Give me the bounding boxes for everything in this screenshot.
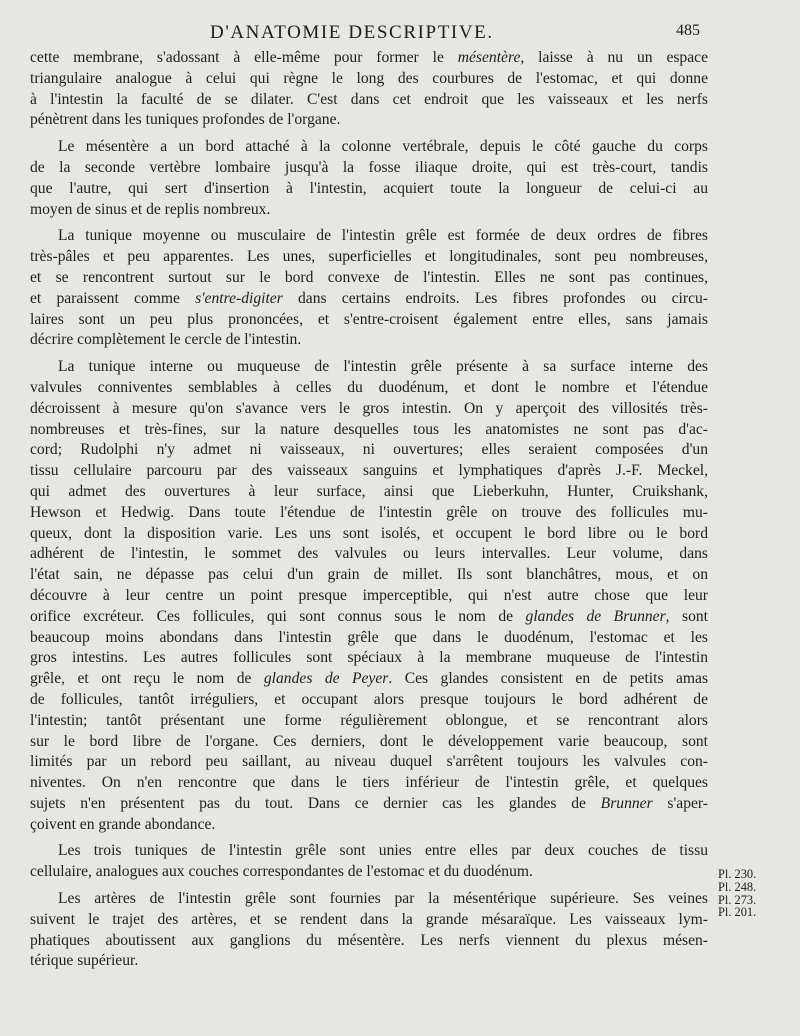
text-line: sur le bord libre de l'organe. Ces derniers, dont le développement varie beaucoup, sont [30, 732, 708, 750]
text-line: adhérent de l'intestin, le sommet des valvules ou leurs intervalles. Leur volume, dans [30, 545, 708, 563]
text-line: phatiques aboutissent aux ganglions du mésentère. Les nerfs viennent du plexus mésen- [30, 931, 708, 949]
plate-reference: Pl. 248. [718, 879, 757, 894]
text-line: décrire complètement le cercle de l'intestin. [30, 331, 302, 349]
text-line: La tunique moyenne ou musculaire de l'intestin grêle est formée de deux ordres de fibres [58, 227, 708, 245]
text-line: suivent le trajet des artères, et se rendent dans la grande mésaraïque. Les vaisseaux lym- [30, 910, 708, 928]
margin-notes [718, 868, 788, 919]
italic-term: s'entre-digiter [195, 289, 283, 307]
text-line: cellulaire, analogues aux couches correspondantes de l'estomac et du duodénum. [30, 863, 533, 881]
plate-reference: Pl. 273. [718, 892, 757, 907]
text-line: Hewson et Hedwig. Dans toute l'étendue de l'intestin grêle on trouve des follicules mu- [30, 503, 708, 521]
paragraph [30, 889, 708, 972]
text-line: et se rencontrent surtout sur le bord convexe de l'intestin. Elles ne sont pas continues, [30, 268, 708, 286]
page-header [0, 22, 800, 46]
text-line: Les trois tuniques de l'intestin grêle sont unies entre elles par deux couches de tissu [58, 842, 708, 860]
text-line: l'état sain, ne dépasse pas celui d'un grain de millet. Ils sont blanchâtres, mous, et on [30, 566, 708, 584]
text-line: La tunique interne ou muqueuse de l'intestin grêle présente à sa surface interne des [58, 358, 708, 376]
text-line: laires sont un peu plus prononcées, et s'entre-croisent également entre elles, sans jamais [30, 310, 708, 328]
paragraph [30, 137, 708, 220]
text-line: queux, dont la disposition varie. Les uns sont isolés, et occupent le bord libre ou le bord [30, 524, 708, 542]
italic-term: Brunner [600, 794, 653, 812]
running-head: D'ANATOMIE DESCRIPTIVE. [210, 22, 494, 43]
italic-term: glandes de Peyer [263, 670, 389, 688]
text-line: limités par un rebord peu saillant, au niveau duquel s'arrêtent toujours les valvules con- [30, 753, 708, 771]
text-line: cord; Rudolphi n'y admet ni vaisseaux, ni ouvertures; elles seraient composées d'un [30, 441, 708, 459]
text-line: valvules conniventes semblables à celles du duodénum, et dont le nombre et l'étendue [30, 378, 708, 396]
text-line: à l'intestin la faculté de se dilater. C'est dans cet endroit que les vaisseaux et les nerfs [30, 90, 708, 108]
text-line: sujets n'en présentent pas du tout. Dans ce dernier cas les glandes de Brunner s'aper- [30, 794, 708, 812]
paragraph [30, 48, 708, 131]
text-line: triangulaire analogue à celui qui règne le long des courbures de l'estomac, et qui donne [30, 69, 708, 87]
text-line: décroissent à mesure qu'on s'avance vers le gros intestin. On y aperçoit des villosités très- [30, 399, 708, 417]
text-line: que l'autre, qui sert d'insertion à l'intestin, acquiert toute la longueur de celui-ci au [30, 179, 708, 197]
body-text [30, 48, 708, 972]
text-line: qui admet des ouvertures à leur surface, ainsi que Lieberkuhn, Hunter, Cruikshank, [30, 482, 708, 500]
paragraph [30, 357, 708, 835]
text-line: de follicules, tantôt irréguliers, et occupant alors presque toujours le bord adhérent de [30, 690, 708, 708]
italic-term: mésentère [457, 49, 521, 66]
text-line: orifice excréteur. Ces follicules, qui sont connus sous le nom de glandes de Brunner, sont [30, 607, 709, 625]
text-line: très-pâles et peu apparentes. Les unes, superficielles et longitudinales, sont peu nombreuses, [30, 248, 708, 266]
plate-reference: Pl. 201. [718, 905, 757, 920]
italic-term: glandes de Brunner [525, 607, 666, 625]
text-line: Le mésentère a un bord attaché à la colonne vertébrale, depuis le côté gauche du corps [58, 138, 708, 156]
text-line: découvre à leur centre un point presque imperceptible, qui n'est autre chose que leur [30, 586, 708, 604]
text-line: beaucoup moins abondans dans l'intestin grêle que dans le duodénum, l'estomac et les [30, 628, 708, 646]
text-line: niventes. On n'en rencontre que dans le tiers inférieur de l'intestin grêle, et quelques [30, 774, 708, 792]
text-line: Les artères de l'intestin grêle sont fournies par la mésentérique supérieure. Ses veines [58, 890, 708, 908]
text-line: nombreuses et très-fines, sur la nature desquelles tous les anatomistes ne sont pas d'ac- [30, 420, 708, 438]
text-line: l'intestin; tantôt présentant une forme régulièrement oblongue, et se rencontrant alors [30, 711, 708, 729]
text-line: çoivent en grande abondance. [30, 815, 216, 833]
page-number: 485 [676, 22, 700, 39]
paragraph [30, 226, 708, 351]
paragraph [30, 841, 708, 883]
text-line: grêle, et ont reçu le nom de glandes de Peyer. Ces glandes consistent en de petits amas [30, 670, 709, 688]
text-line: térique supérieur. [30, 952, 139, 970]
text-line: de la seconde vertèbre lombaire jusqu'à la fosse iliaque droite, qui est très-court, tandis [30, 158, 708, 176]
text-line: pénètrent dans les tuniques profondes de l'organe. [30, 111, 341, 129]
text-line: gros intestins. Les autres follicules sont spéciaux à la membrane muqueuse de l'intestin [30, 649, 708, 667]
plate-reference: Pl. 230. [718, 867, 757, 881]
text-line: cette membrane, s'adossant à elle-même pour former le mésentère, laisse à nu un espace [30, 49, 708, 66]
text-line: et paraissent comme s'entre-digiter dans certains endroits. Les fibres profondes ou circu- [30, 289, 708, 307]
text-line: tissu cellulaire parcouru par des vaisseaux sanguins et lymphatiques d'après J.-F. Meckel, [30, 462, 708, 480]
text-line: moyen de sinus et de replis nombreux. [30, 200, 271, 218]
